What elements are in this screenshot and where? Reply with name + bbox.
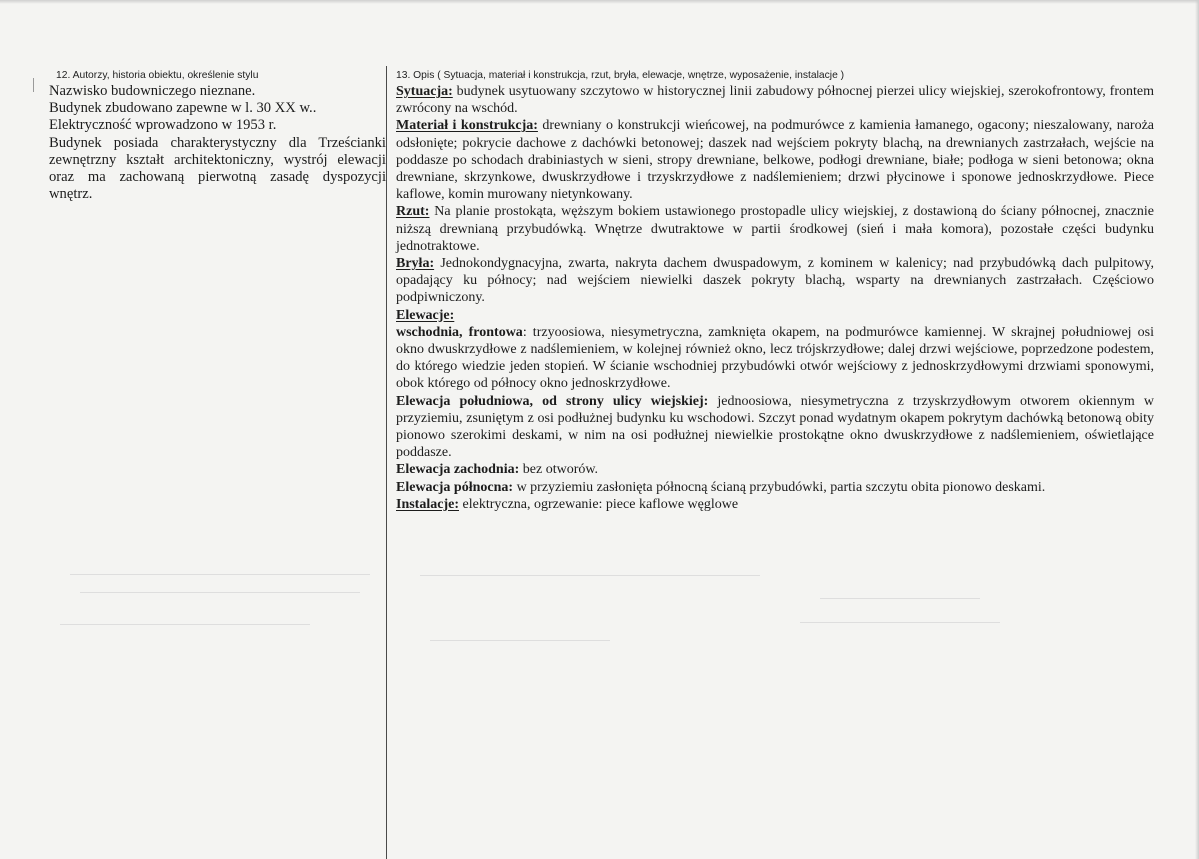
zachodnia-label: Elewacja zachodnia: <box>396 462 520 478</box>
sytuacja-text: budynek usytuowany szczytowo w historycznej linii zabudowy północnej pierzei ulicy wiejskiej, szerokofrontowy, frontem zwrócony na wschód. <box>396 84 1154 117</box>
rzut-text: Na planie prostokąta, węższym bokiem ustawionego prostopadle ulicy wiejskiej, z dostawioną do ściany północnej, znacznie niższą drewnianą przybudówką. Wnętrze dwutraktowe w partii środkowej (sień i mała komora), pozostałe części budynku jednotraktowe. <box>396 204 1154 254</box>
rzut-label: Rzut: <box>396 204 430 220</box>
scan-edge-right <box>1195 0 1199 859</box>
scan-edge-top <box>0 0 1199 4</box>
instalacje-text: elektryczna, ogrzewanie: piece kaflowe węglowe <box>459 496 739 512</box>
section-12-authors-history <box>49 68 386 203</box>
show-through-mark <box>800 622 1000 623</box>
character-line-4: wnętrz. <box>49 186 93 203</box>
instalacje-paragraph <box>396 496 1154 513</box>
section-13-text <box>396 83 1154 513</box>
wschodnia-label: wschodnia, frontowa <box>396 324 523 340</box>
show-through-mark <box>60 624 310 625</box>
elewacje-label: Elewacje: <box>396 307 455 323</box>
polnocna-label: Elewacja północna: <box>396 479 514 495</box>
material-paragraph <box>396 117 1154 203</box>
elewacje-heading-line <box>396 307 1154 324</box>
show-through-mark <box>430 640 610 641</box>
character-line-2: zewnętrzny kształt architektoniczny, wystrój elewacji <box>49 151 386 168</box>
bryla-label: Bryła: <box>396 256 435 272</box>
instalacje-label: Instalacje: <box>396 496 459 512</box>
bryla-paragraph <box>396 255 1154 307</box>
electricity-line: Elektryczność wprowadzono w 1953 r. <box>49 117 277 134</box>
character-line-1: Budynek posiada charakterystyczny dla Trześcianki <box>49 134 386 151</box>
section-12-text <box>49 83 386 203</box>
show-through-mark <box>820 598 980 599</box>
bryla-text: Jednokondygnacyjna, zwarta, nakryta dachem dwuspadowym, z kominem w kalenicy; nad przybudówką dach pulpitowy, opadający ku północy; nad wejściem niewielki daszek pokryty blachą, wsparty na drewnianych zastrzałach. Częściowo podpiwniczony. <box>396 256 1154 306</box>
wschodnia-text: : trzyoosiowa, niesymetryczna, zamknięta okapem, na podmurówce kamiennej. W skrajnej południowej osi okno dwuskrzydłowe z nadślemieniem, w kolejnej również okno, lecz trójskrzydłowe; dalej drzwi wejściowe, poprzedzone podestem, do którego wiedzie jeden stopień. W ścianie wschodniej przybudówki otwór wejściowy z jednoskrzydłowymi drzwiami sponowymi, obok którego od północy okno jednoskrzydłowe. <box>396 324 1154 392</box>
section-13-description <box>396 68 1154 513</box>
sytuacja-label: Sytuacja: <box>396 84 453 99</box>
poludniowa-label: Elewacja południowa, od strony ulicy wiejskiej: <box>396 393 709 409</box>
show-through-mark <box>80 592 360 593</box>
show-through-mark <box>70 574 370 575</box>
poludniowa-text: jednoosiowa, niesymetryczna z trzyskrzydłowym otworem okiennym w przyziemiu, zsuniętym z osi podłużnej budynku ku wschodowi. Szczyt ponad wydatnym okapem pokrytym dachówką betonową obity pionowo szerokimi deskami, w nim na osi podłużnej niewielkie prostokątne okno dwuskrzydłowe z nadślemieniem, oświetlające poddasze. <box>396 393 1154 461</box>
show-through-mark <box>420 575 760 576</box>
material-text: drewniany o konstrukcji wieńcowej, na podmurówce z kamienia łamanego, ogacony; nieszalowany, naroża odsłonięte; pokrycie dachowe z dachówki betonowej; daszek nad wejściem pokryty blachą, na drewnianych zastrzałach, wejście na poddasze po schodach drabiniastych w sieni, stropy drewniane, belkowe, podłogi drewniane, białe; podłoga w sieni betonowa; okna drewniane, skrzynkowe, dwuskrzydłowe i trzyskrzydłowe z nadślemieniem; drzwi płycinowe i sponowe jednoskrzydłowe. Piece kaflowe, komin murowany nietynkowany. <box>396 118 1154 203</box>
poludniowa-paragraph <box>396 393 1154 462</box>
margin-mark <box>33 78 34 92</box>
zachodnia-text: bez otworów. <box>519 462 599 478</box>
rzut-paragraph <box>396 203 1154 255</box>
section-12-heading: 12. Autorzy, historia obiektu, określenie stylu <box>56 70 259 81</box>
wschodnia-paragraph <box>396 324 1154 393</box>
polnocna-paragraph <box>396 479 1154 496</box>
sytuacja-paragraph <box>396 83 1154 117</box>
polnocna-text: w przyziemiu zasłonięta północną ścianą przybudówki, partia szczytu obita pionowo deskami. <box>513 479 1046 495</box>
column-divider <box>386 66 387 859</box>
section-13-heading: 13. Opis ( Sytuacja, materiał i konstrukcja, rzut, bryła, elewacje, wnętrze, wyposażenie, instalacje ) <box>396 70 845 81</box>
zachodnia-paragraph <box>396 461 1154 478</box>
builder-line: Nazwisko budowniczego nieznane. <box>49 83 256 99</box>
built-date-line: Budynek zbudowano zapewne w l. 30 XX w.. <box>49 100 317 117</box>
material-label: Materiał i konstrukcja: <box>396 118 538 134</box>
character-line-3: oraz ma zachowaną pierwotną zasadę dyspozycji <box>49 169 386 186</box>
